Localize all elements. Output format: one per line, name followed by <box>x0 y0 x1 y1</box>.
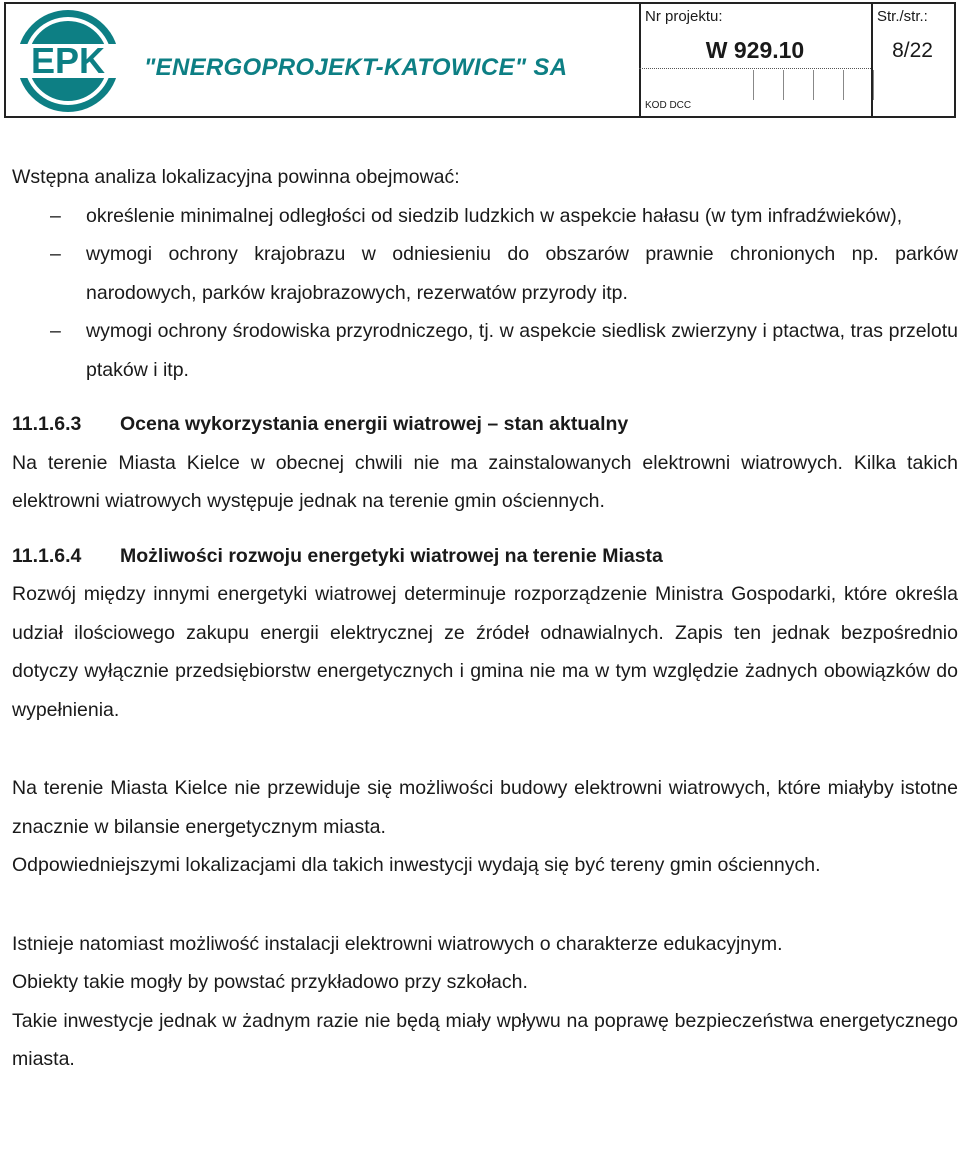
page-cell <box>871 4 954 116</box>
list-item <box>12 235 958 312</box>
document-body <box>12 158 958 1079</box>
paragraph: Istnieje natomiast możliwość instalacji elektrowni wiatrowych o charakterze edukacyjnym. <box>12 932 783 955</box>
epk-logo <box>12 8 124 114</box>
dash-marker: – <box>50 243 61 265</box>
kod-box <box>843 70 874 100</box>
kod-label: KOD DCC <box>645 100 692 111</box>
section-text: Na terenie Miasta Kielce w obecnej chwili nie ma zainstalowanych elektrowni wiatrowych. Kilka takich elektrowni wiatrowych występuje jednak na terenie gmin ościennych. <box>12 451 958 512</box>
section-title: Możliwości rozwoju energetyki wiatrowej na terenie Miasta <box>120 544 663 567</box>
page-label: Str./str.: <box>877 8 928 25</box>
project-number: W 929.10 <box>705 37 805 63</box>
intro-text: Wstępna analiza lokalizacyjna powinna obejmować: <box>12 166 460 188</box>
project-label: Nr projektu: <box>645 8 723 25</box>
paragraph: Obiekty takie mogły by powstać przykładowo przy szkołach. <box>12 971 528 993</box>
logo-cell <box>6 4 641 116</box>
paragraph: Na terenie Miasta Kielce nie przewiduje się możliwości budowy elektrowni wiatrowych, które miałyby istotne znacznie w bilansie energetycznym miasta. <box>12 777 958 838</box>
kod-box <box>753 70 784 100</box>
dash-marker: – <box>50 204 61 227</box>
list-item-text: określenie minimalnej odległości od siedzib ludzkich w aspekcie hałasu (w tym infradźwieków), <box>86 204 903 227</box>
paragraph: Takie inwestycje jednak w żadnym razie nie będą miały wpływu na poprawę bezpieczeństwa energetycznego miasta. <box>12 1009 958 1070</box>
paragraph: Odpowiedniejszymi lokalizacjami dla takich inwestycji wydają się być tereny gmin ościennych. <box>12 854 821 876</box>
kod-boxes <box>639 70 871 100</box>
list-item <box>12 312 958 389</box>
divider <box>639 68 871 69</box>
svg-text:EPK: EPK <box>30 40 106 81</box>
kod-box <box>813 70 844 100</box>
paragraph: Rozwój między innymi energetyki wiatrowej determinuje rozporządzenie Ministra Gospodarki, które określa udział ilościowego zakupu energii elektrycznej ze źródeł odnawialnych. Zapis ten jednak bezpośrednio dotyczy wyłącznie przedsiębiorstw energetycznych i gmina nie ma w tym względzie żadnych obowiązków do wypełnienia. <box>12 583 958 721</box>
kod-box <box>723 70 754 100</box>
kod-box <box>783 70 814 100</box>
document-header <box>4 2 956 118</box>
page-number: 8/22 <box>892 39 933 62</box>
section-number: 11.1.6.3 <box>12 413 82 435</box>
requirements-list <box>12 197 958 390</box>
project-cell <box>639 4 873 116</box>
section-title: Ocena wykorzystania energii wiatrowej – stan aktualny <box>120 413 629 435</box>
list-item <box>12 197 958 236</box>
section-heading <box>12 537 958 576</box>
dash-marker: – <box>50 320 61 342</box>
company-name: "ENERGOPROJEKT-KATOWICE" SA <box>144 54 568 81</box>
list-item-text: wymogi ochrony środowiska przyrodniczego, tj. w aspekcie siedlisk zwierzyny i ptactwa, tras przelotu ptaków i itp. <box>86 320 958 381</box>
section-heading <box>12 405 958 444</box>
list-item-text: wymogi ochrony krajobrazu w odniesieniu do obszarów prawnie chronionych np. parków narodowych, parków krajobrazowych, rezerwatów przyrody itp. <box>86 243 958 304</box>
section-number: 11.1.6.4 <box>12 544 82 567</box>
